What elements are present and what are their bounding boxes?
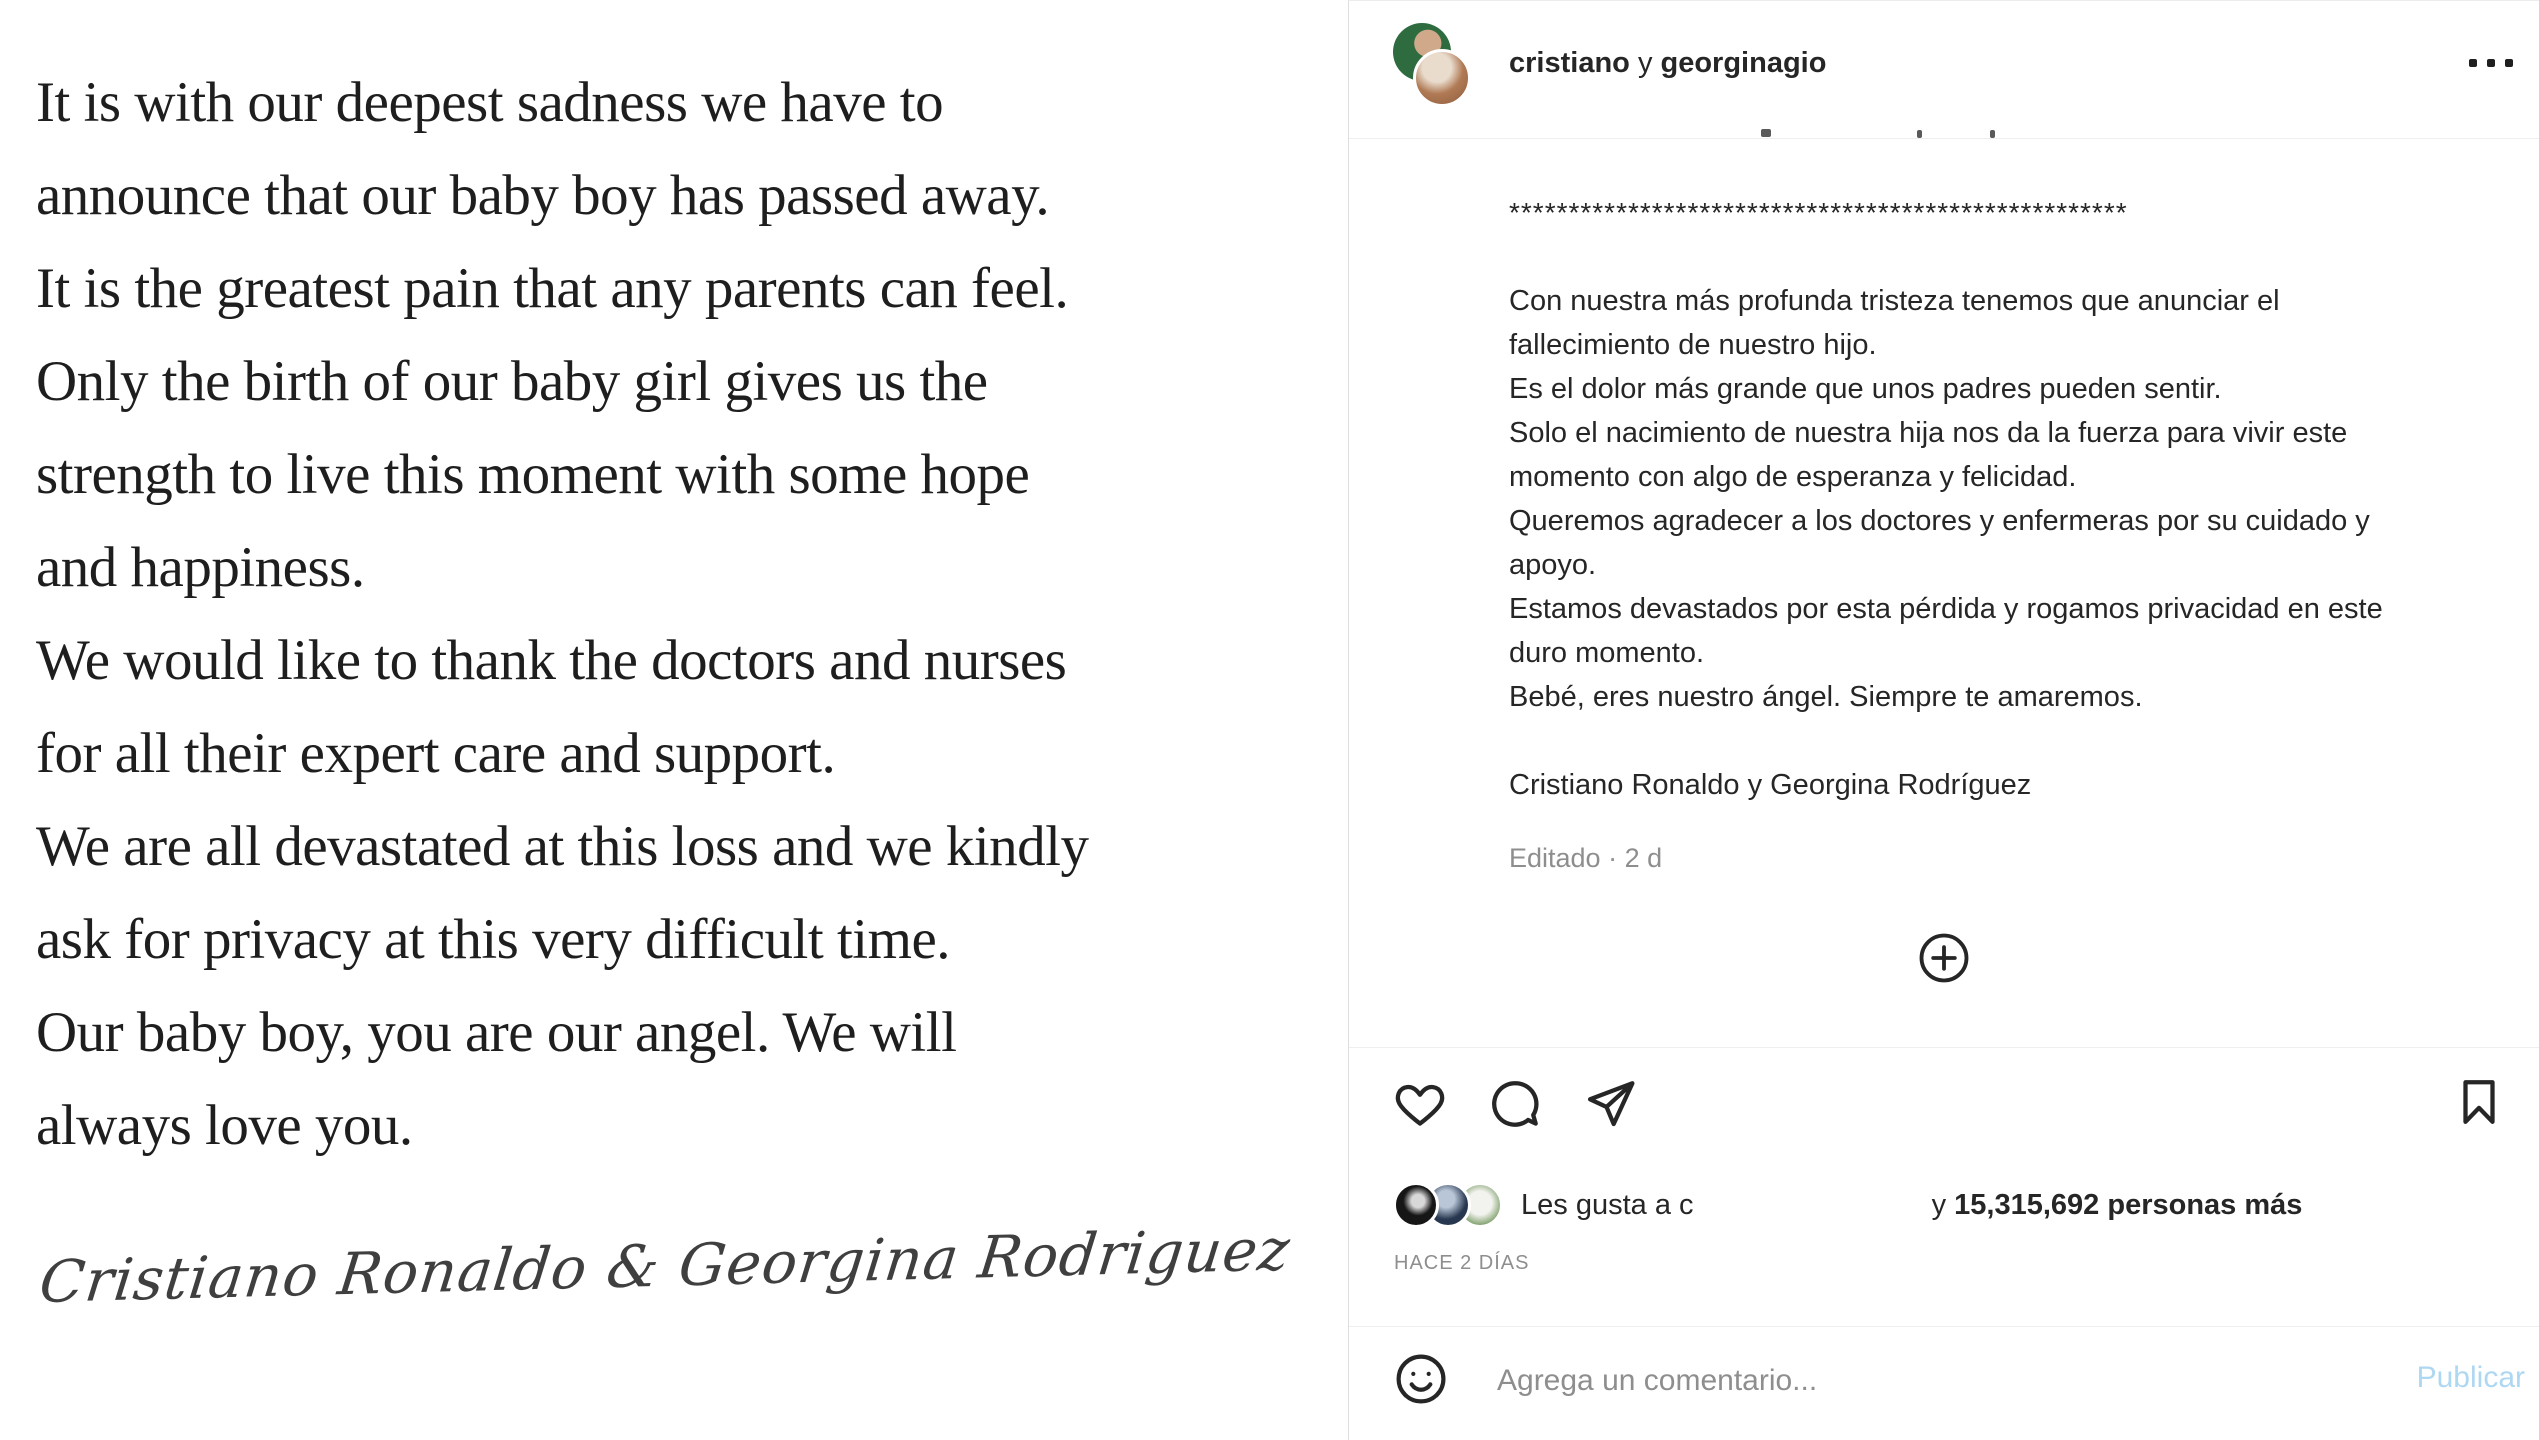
publish-button[interactable]: Publicar — [2416, 1361, 2525, 1394]
comment-bubble-icon[interactable] — [1488, 1077, 1542, 1131]
likes-connector: y — [1931, 1188, 1947, 1221]
statement-line: Our baby boy, you are our angel. We will — [36, 1001, 957, 1064]
comment-input[interactable] — [1497, 1361, 2397, 1401]
post-header — [1349, 1, 2539, 139]
likes-row[interactable] — [1393, 1177, 2302, 1233]
section-divider — [1349, 1047, 2539, 1048]
username-connector: y — [1637, 47, 1653, 79]
likes-text[interactable] — [1521, 1189, 2302, 1222]
plus-circle-icon[interactable] — [1917, 931, 1971, 985]
clipped-text-fragment — [1917, 130, 1922, 138]
caption-line — [1509, 719, 2519, 763]
clipped-text-fragment — [1990, 130, 1995, 138]
statement-line: announce that our baby boy has passed away. — [36, 164, 1050, 227]
likes-prefix: Les gusta a — [1521, 1188, 1671, 1221]
caption-line: Estamos devastados por esta pérdida y rogamos privacidad en este — [1509, 593, 2383, 625]
caption-line: Solo el nacimiento de nuestra hija nos da la fuerza para vivir este — [1509, 417, 2348, 449]
username-georginagio[interactable]: georginagio — [1660, 47, 1827, 79]
statement-line: It is with our deepest sadness we have to — [36, 71, 944, 134]
caption-line: Es el dolor más grande que unos padres pueden sentir. — [1509, 373, 2222, 405]
edited-timestamp: Editado · 2 d — [1509, 843, 1663, 873]
add-comment-row — [1349, 1327, 2539, 1440]
caption-line: Con nuestra más profunda tristeza tenemos que anunciar el — [1509, 285, 2280, 317]
statement-line: for all their expert care and support. — [36, 722, 836, 785]
statement-line: ask for privacy at this very difficult time. — [36, 908, 951, 971]
post-timestamp: HACE 2 DÍAS — [1394, 1252, 1530, 1274]
statement-line: It is the greatest pain that any parents can feel. — [36, 257, 1069, 320]
heart-icon[interactable] — [1393, 1077, 1447, 1131]
statement-line: We would like to thank the doctors and nurses — [36, 629, 1067, 692]
avatar-georginagio — [1413, 49, 1471, 107]
liker-avatar — [1393, 1182, 1439, 1228]
statement-line: strength to live this moment with some hope — [36, 443, 1030, 506]
redacted-username-gap — [1694, 1204, 1924, 1214]
statement-line: Only the birth of our baby girl gives us the — [36, 350, 988, 413]
caption-text — [1509, 279, 2519, 807]
likes-partial-username: c — [1679, 1188, 1694, 1221]
statement-text — [36, 56, 1326, 1172]
statement-line: always love you. — [36, 1094, 413, 1157]
caption-line: Queremos agradecer a los doctores y enfermeras por su cuidado y — [1509, 505, 2370, 537]
handwritten-signature: Cristiano Ronaldo & Georgina Rodriguez — [36, 1215, 1294, 1316]
caption-line: momento con algo de esperanza y felicidad. — [1509, 461, 2077, 493]
caption-line: apoyo. — [1509, 549, 1597, 581]
paper-plane-icon[interactable] — [1584, 1077, 1638, 1131]
post-actions — [1349, 1063, 2539, 1153]
username-cristiano[interactable]: cristiano — [1509, 47, 1630, 79]
profile-avatar-group[interactable] — [1393, 21, 1473, 111]
caption-line: Bebé, eres nuestro ángel. Siempre te amaremos. — [1509, 681, 2143, 713]
liker-avatars — [1393, 1180, 1509, 1230]
caption-line: duro momento. — [1509, 637, 1705, 669]
instagram-post-card — [1348, 0, 2539, 1440]
caption-line: fallecimiento de nuestro hijo. — [1509, 329, 1877, 361]
likes-count[interactable]: 15,315,692 — [1954, 1188, 2100, 1221]
three-dots-menu-icon[interactable] — [2443, 45, 2513, 81]
clipped-text-fragment — [1761, 129, 1771, 137]
caption-asterisks-line: **************************************************** — [1509, 197, 2128, 228]
smiley-face-icon[interactable] — [1393, 1351, 1449, 1407]
statement-line: and happiness. — [36, 536, 365, 599]
post-usernames[interactable] — [1509, 47, 1826, 80]
bookmark-icon[interactable] — [2452, 1075, 2506, 1129]
caption-author-line: Cristiano Ronaldo y Georgina Rodríguez — [1509, 769, 2032, 801]
statement-line: We are all devastated at this loss and we kindly — [36, 815, 1089, 878]
likes-suffix[interactable]: personas más — [2107, 1188, 2303, 1221]
